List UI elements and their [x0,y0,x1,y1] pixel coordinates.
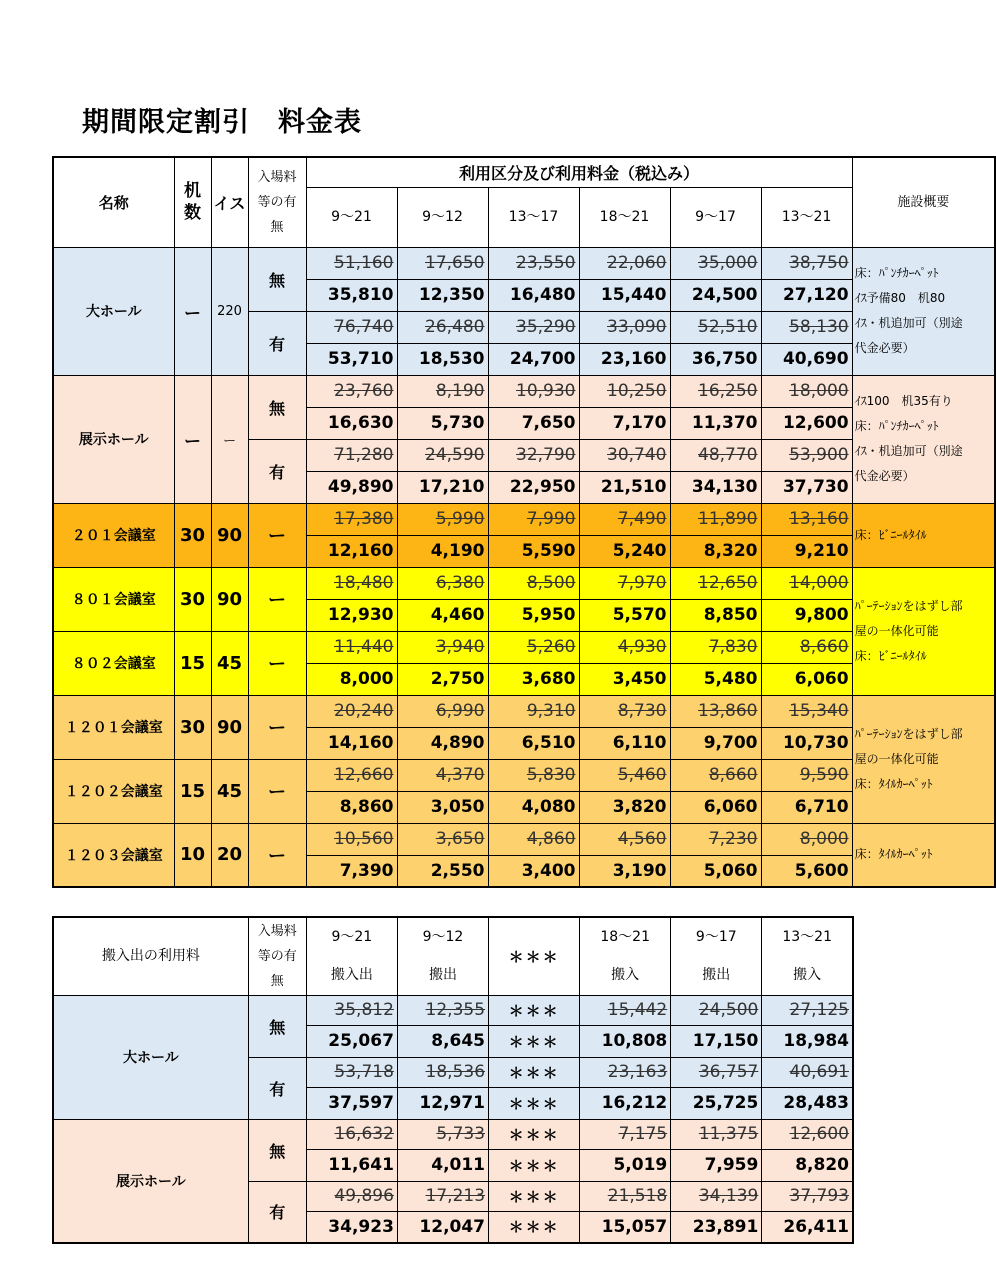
admission-flag: ー [248,823,306,887]
original-fee: 5,990 [397,503,488,535]
discount-fee: 24,500 [670,279,761,311]
discount-fee: 25,067 [306,1025,397,1057]
chair-count: 90 [211,503,248,567]
discount-fee: 37,730 [761,471,852,503]
period-header: 9～21 [306,187,397,247]
discount-fee: 10,808 [580,1025,671,1057]
discount-fee: 9,800 [761,599,852,631]
discount-fee: 36,750 [670,343,761,375]
period-header: 9～12 [397,917,488,957]
discount-fee: 3,450 [579,663,670,695]
discount-fee: 6,060 [670,791,761,823]
original-fee: 76,740 [306,311,397,343]
original-fee: 17,380 [306,503,397,535]
discount-fee: 8,820 [762,1149,853,1181]
discount-fee: 16,480 [488,279,579,311]
original-fee: 51,160 [306,247,397,279]
period-header: 9～21 [306,917,397,957]
desk-count: 30 [174,503,211,567]
desk-count: 30 [174,567,211,631]
chair-count: 90 [211,695,248,759]
note-line: ｲｽ・机追加可（別途 [854,444,963,458]
note-line: 床：ﾊﾟﾝﾁｶｰﾍﾟｯﾄ [854,419,939,433]
facility-name: 大ホール [53,247,174,375]
original-fee: 8,730 [579,695,670,727]
facility-overview: 床：ﾋﾞﾆｰﾙﾀｲﾙ [852,503,995,567]
original-fee: 9,310 [488,695,579,727]
period-header: 9～12 [397,187,488,247]
original-fee: 12,650 [670,567,761,599]
chair-count: 220 [211,247,248,375]
discount-fee: 14,160 [306,727,397,759]
carry-kind-header: 搬出 [671,957,762,995]
facility-overview [852,567,995,695]
header-chair: イス [211,157,248,247]
original-fee: 5,260 [488,631,579,663]
discount-fee: 8,850 [670,599,761,631]
header-name: 名称 [53,157,174,247]
discount-fee: 12,047 [397,1211,488,1243]
original-fee: 27,125 [762,995,853,1025]
discount-fee: 3,400 [488,855,579,887]
desk-count: ー [174,375,211,503]
original-fee: 58,130 [761,311,852,343]
discount-fee: 4,890 [397,727,488,759]
discount-fee: 11,370 [670,407,761,439]
original-fee: 21,518 [580,1181,671,1211]
original-fee: 34,139 [671,1181,762,1211]
original-fee: 9,590 [761,759,852,791]
discount-fee: 21,510 [579,471,670,503]
original-fee: 7,990 [488,503,579,535]
original-fee: 17,213 [397,1181,488,1211]
desk-count: 30 [174,695,211,759]
note-line: ﾊﾟｰﾃｰｼｮﾝをはずし部 [854,726,963,741]
note-line: ｲｽ100 机35有り [854,394,953,408]
discount-fee: 4,080 [488,791,579,823]
discount-fee: 5,240 [579,535,670,567]
header-admission: 入場料等の有無 [248,157,306,247]
original-fee: 32,790 [488,439,579,471]
original-fee: 10,560 [306,823,397,855]
discount-fee: 15,057 [580,1211,671,1243]
original-fee: 38,750 [761,247,852,279]
discount-fee: 16,212 [580,1087,671,1119]
note-line: ｲｽ・机追加可（別途 [854,316,963,330]
original-fee: 8,190 [397,375,488,407]
original-fee: 3,650 [397,823,488,855]
desk-count: ー [174,247,211,375]
facility-overview [852,695,995,823]
original-fee: 18,000 [761,375,852,407]
facility-name: ８０２会議室 [53,631,174,695]
discount-fee: 3,680 [488,663,579,695]
discount-fee: 7,390 [306,855,397,887]
table-row [53,157,995,187]
note-line: 床：ﾊﾟﾝﾁｶｰﾍﾟｯﾄ [854,266,939,280]
note-line: 屋の一体化可能 [854,751,939,766]
discount-fee: 24,700 [488,343,579,375]
original-fee: 24,500 [671,995,762,1025]
discount-fee: 15,440 [579,279,670,311]
original-fee: 7,230 [670,823,761,855]
admission-flag: 有 [248,311,306,375]
original-fee: 8,660 [761,631,852,663]
original-fee: 8,660 [670,759,761,791]
admission-flag: 無 [248,995,306,1057]
original-fee: 4,930 [579,631,670,663]
discount-fee: 28,483 [762,1087,853,1119]
discount-fee: 5,060 [670,855,761,887]
original-fee: 12,355 [397,995,488,1025]
original-fee: 16,250 [670,375,761,407]
discount-fee: 34,923 [306,1211,397,1243]
original-fee: 5,460 [579,759,670,791]
original-fee: 49,896 [306,1181,397,1211]
original-fee: 52,510 [670,311,761,343]
original-fee: 8,000 [761,823,852,855]
discount-fee: 5,480 [670,663,761,695]
original-fee: 7,175 [580,1119,671,1149]
admission-flag: 有 [248,1181,306,1243]
discount-fee: 7,650 [488,407,579,439]
original-fee: 5,733 [397,1119,488,1149]
discount-fee: 4,190 [397,535,488,567]
chair-count: 45 [211,631,248,695]
discount-fee: 27,120 [761,279,852,311]
discount-fee: 12,600 [761,407,852,439]
period-header: 9～17 [671,917,762,957]
header-overview: 施設概要 [852,157,995,247]
note-line: 床：ﾋﾞﾆｰﾙﾀｲﾙ [854,648,927,663]
original-fee: 13,160 [761,503,852,535]
discount-fee: 53,710 [306,343,397,375]
discount-fee: 3,820 [579,791,670,823]
original-fee: 18,536 [397,1057,488,1087]
discount-fee: 5,950 [488,599,579,631]
note-line: 代金必要） [854,341,915,355]
discount-fee: 5,600 [761,855,852,887]
facility-overview [852,247,995,375]
chair-count: 90 [211,567,248,631]
table-row [53,1119,853,1149]
original-fee: 71,280 [306,439,397,471]
discount-fee: 3,050 [397,791,488,823]
carry-kind-header: 搬入 [762,957,853,995]
discount-fee: 6,710 [761,791,852,823]
note-line: ﾊﾟｰﾃｰｼｮﾝをはずし部 [854,598,963,613]
chair-count: ー [211,375,248,503]
admission-flag: ー [248,567,306,631]
admission-flag: 無 [248,375,306,439]
discount-fee: 9,210 [761,535,852,567]
carry-title: 搬入出の利用料 [53,917,248,995]
discount-fee: 5,019 [580,1149,671,1181]
page-title: 期間限定割引 料金表 [82,107,362,138]
original-fee: 35,000 [670,247,761,279]
note-line: ｲｽ予備80 机80 [854,291,946,305]
discount-fee: 17,150 [671,1025,762,1057]
admission-flag: 無 [248,1119,306,1181]
table-row [53,695,995,727]
chair-count: 20 [211,823,248,887]
original-fee: 15,340 [761,695,852,727]
discount-fee: 8,645 [397,1025,488,1057]
not-available-mark: ＊＊＊ [489,995,580,1025]
original-fee: 6,380 [397,567,488,599]
discount-fee: 17,210 [397,471,488,503]
original-fee: 22,060 [579,247,670,279]
not-available-mark: ＊＊＊ [489,1087,580,1119]
original-fee: 13,860 [670,695,761,727]
discount-fee: 2,750 [397,663,488,695]
admission-flag: ー [248,503,306,567]
not-available-mark: ＊＊＊ [489,917,580,995]
facility-overview: 床：ﾀｲﾙｶｰﾍﾟｯﾄ [852,823,995,887]
period-header: 13～21 [762,917,853,957]
admission-flag: 有 [248,439,306,503]
period-header: 13～17 [488,187,579,247]
table-row [53,567,995,599]
original-fee: 11,375 [671,1119,762,1149]
note-line: 床：ﾀｲﾙｶｰﾍﾟｯﾄ [854,776,933,791]
discount-fee: 49,890 [306,471,397,503]
discount-fee: 7,959 [671,1149,762,1181]
note-line: 代金必要） [854,469,915,483]
original-fee: 24,590 [397,439,488,471]
period-header: 18～21 [580,917,671,957]
fee-table [52,156,996,888]
discount-fee: 6,060 [761,663,852,695]
original-fee: 14,000 [761,567,852,599]
original-fee: 48,770 [670,439,761,471]
original-fee: 4,860 [488,823,579,855]
discount-fee: 23,891 [671,1211,762,1243]
original-fee: 16,632 [306,1119,397,1149]
discount-fee: 35,810 [306,279,397,311]
original-fee: 5,830 [488,759,579,791]
period-header: 9～17 [670,187,761,247]
facility-overview [852,375,995,503]
discount-fee: 12,971 [397,1087,488,1119]
discount-fee: 18,984 [762,1025,853,1057]
original-fee: 40,691 [762,1057,853,1087]
discount-fee: 5,590 [488,535,579,567]
original-fee: 15,442 [580,995,671,1025]
discount-fee: 12,350 [397,279,488,311]
original-fee: 36,757 [671,1057,762,1087]
table-row [53,247,995,279]
original-fee: 37,793 [762,1181,853,1211]
table-row [53,917,853,957]
original-fee: 7,970 [579,567,670,599]
carry-kind-header: 搬入 [580,957,671,995]
not-available-mark: ＊＊＊ [489,1119,580,1149]
discount-fee: 10,730 [761,727,852,759]
facility-name: ８０１会議室 [53,567,174,631]
original-fee: 7,830 [670,631,761,663]
discount-fee: 16,630 [306,407,397,439]
discount-fee: 25,725 [671,1087,762,1119]
facility-name: １２０１会議室 [53,695,174,759]
discount-fee: 5,570 [579,599,670,631]
original-fee: 11,890 [670,503,761,535]
original-fee: 30,740 [579,439,670,471]
discount-fee: 3,190 [579,855,670,887]
admission-flag: ー [248,695,306,759]
discount-fee: 11,641 [306,1149,397,1181]
header-desk: 机数 [174,157,211,247]
desk-count: 15 [174,759,211,823]
header-admission: 入場料等の有無 [248,917,306,995]
original-fee: 12,660 [306,759,397,791]
original-fee: 26,480 [397,311,488,343]
admission-flag: 無 [248,247,306,311]
discount-fee: 4,011 [397,1149,488,1181]
discount-fee: 34,130 [670,471,761,503]
admission-flag: ー [248,631,306,695]
discount-fee: 8,860 [306,791,397,823]
carry-kind-header: 搬出 [397,957,488,995]
chair-count: 45 [211,759,248,823]
original-fee: 10,250 [579,375,670,407]
original-fee: 53,718 [306,1057,397,1087]
discount-fee: 2,550 [397,855,488,887]
facility-name: ２０１会議室 [53,503,174,567]
discount-fee: 6,110 [579,727,670,759]
original-fee: 18,480 [306,567,397,599]
original-fee: 17,650 [397,247,488,279]
facility-name: １２０２会議室 [53,759,174,823]
period-header: 13～21 [761,187,852,247]
original-fee: 12,600 [762,1119,853,1149]
admission-flag: ー [248,759,306,823]
facility-name: 大ホール [53,995,248,1119]
admission-flag: 有 [248,1057,306,1119]
discount-fee: 12,930 [306,599,397,631]
original-fee: 8,500 [488,567,579,599]
original-fee: 3,940 [397,631,488,663]
table-row [53,823,995,855]
discount-fee: 7,170 [579,407,670,439]
facility-name: 展示ホール [53,1119,248,1243]
original-fee: 20,240 [306,695,397,727]
not-available-mark: ＊＊＊ [489,1057,580,1087]
original-fee: 6,990 [397,695,488,727]
carry-fee-table [52,916,854,1244]
original-fee: 23,760 [306,375,397,407]
discount-fee: 12,160 [306,535,397,567]
note-line: 屋の一体化可能 [854,623,939,638]
discount-fee: 9,700 [670,727,761,759]
original-fee: 35,812 [306,995,397,1025]
period-header: 18～21 [579,187,670,247]
discount-fee: 22,950 [488,471,579,503]
not-available-mark: ＊＊＊ [489,1025,580,1057]
discount-fee: 6,510 [488,727,579,759]
discount-fee: 40,690 [761,343,852,375]
original-fee: 53,900 [761,439,852,471]
discount-fee: 26,411 [762,1211,853,1243]
carry-kind-header: 搬入出 [306,957,397,995]
table-row [53,375,995,407]
table-row [53,503,995,535]
discount-fee: 4,460 [397,599,488,631]
table-row [53,995,853,1025]
original-fee: 23,550 [488,247,579,279]
desk-count: 10 [174,823,211,887]
not-available-mark: ＊＊＊ [489,1181,580,1211]
original-fee: 10,930 [488,375,579,407]
original-fee: 33,090 [579,311,670,343]
original-fee: 4,370 [397,759,488,791]
not-available-mark: ＊＊＊ [489,1211,580,1243]
desk-count: 15 [174,631,211,695]
original-fee: 23,163 [580,1057,671,1087]
not-available-mark: ＊＊＊ [489,1149,580,1181]
facility-name: １２０３会議室 [53,823,174,887]
facility-name: 展示ホール [53,375,174,503]
original-fee: 7,490 [579,503,670,535]
discount-fee: 37,597 [306,1087,397,1119]
discount-fee: 5,730 [397,407,488,439]
discount-fee: 8,320 [670,535,761,567]
discount-fee: 23,160 [579,343,670,375]
discount-fee: 18,530 [397,343,488,375]
original-fee: 11,440 [306,631,397,663]
header-fee-group: 利用区分及び利用料金（税込み） [306,157,852,187]
original-fee: 35,290 [488,311,579,343]
original-fee: 4,560 [579,823,670,855]
discount-fee: 8,000 [306,663,397,695]
